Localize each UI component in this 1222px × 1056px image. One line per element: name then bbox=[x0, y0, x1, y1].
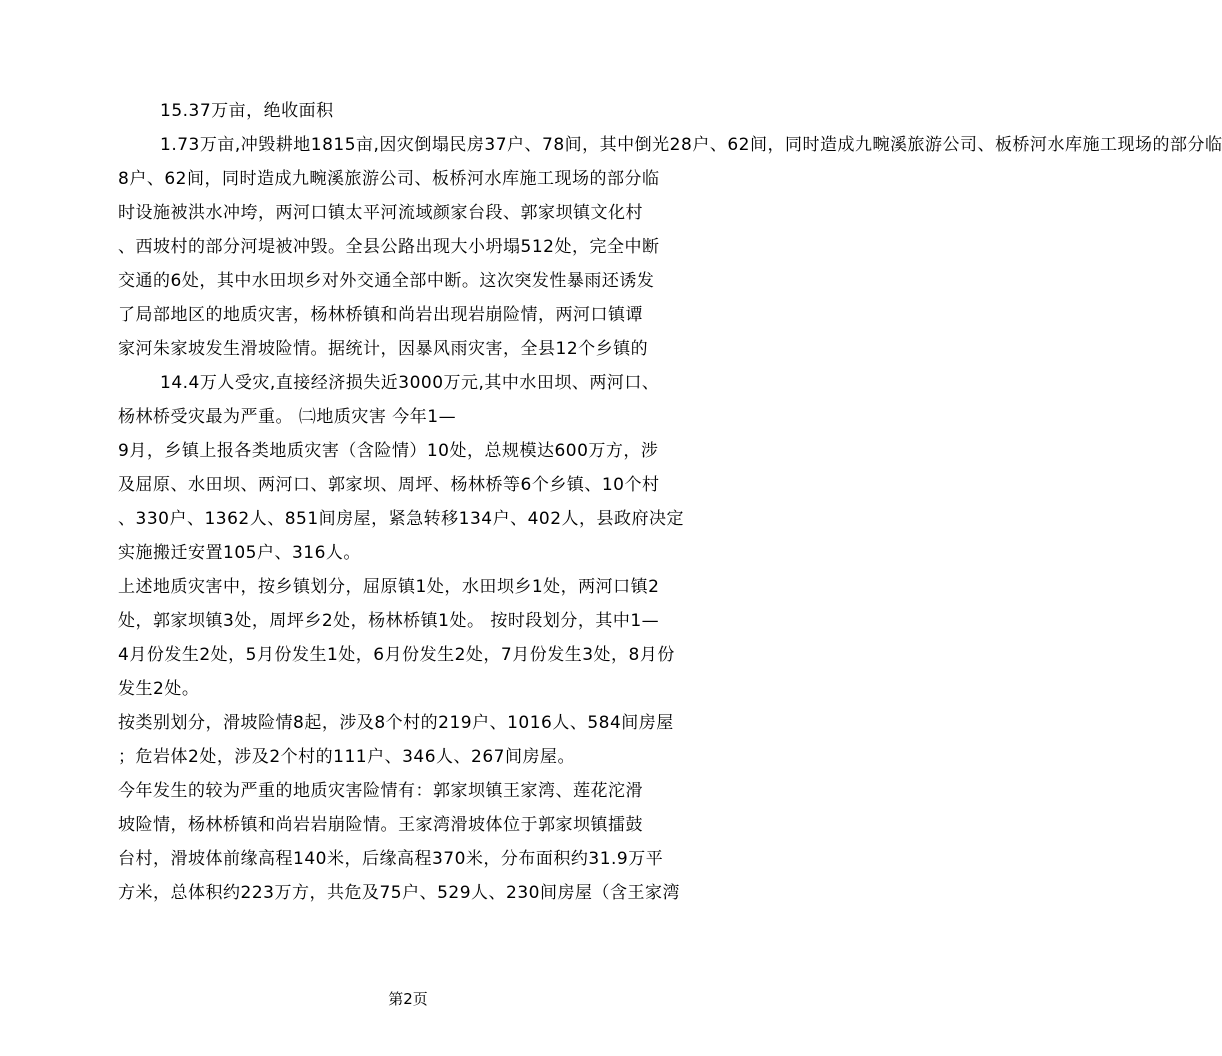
text-line-6: 交通的6处，其中水田坝乡对外交通全部中断。这次突发性暴雨还诱发 bbox=[118, 271, 655, 291]
text-line-4: 时设施被洪水冲垮，两河口镇太平河流域颜家台段、郭家坝镇文化村 bbox=[118, 203, 643, 223]
text-line-18: 发生2处。 bbox=[118, 679, 200, 699]
text-line-13: 、330户、1362人、851间房屋，紧急转移134户、402人，县政府决定 bbox=[118, 509, 685, 529]
page-number: 第2页 bbox=[388, 990, 428, 1008]
text-line-19: 按类别划分，滑坡险情8起，涉及8个村的219户、1016人、584间房屋 bbox=[118, 713, 674, 733]
text-line-22: 坡险情，杨林桥镇和尚岩岩崩险情。王家湾滑坡体位于郭家坝镇擂鼓 bbox=[118, 815, 643, 835]
text-line-15: 上述地质灾害中，按乡镇划分，屈原镇1处，水田坝乡1处，两河口镇2 bbox=[118, 577, 660, 597]
text-line-1: 15.37万亩，绝收面积 bbox=[160, 101, 334, 121]
text-line-7: 了局部地区的地质灾害，杨林桥镇和尚岩出现岩崩险情，两河口镇谭 bbox=[118, 305, 643, 325]
text-line-10: 杨林桥受灾最为严重。 ㈡地质灾害 今年1— bbox=[118, 407, 457, 427]
text-line-20: ；危岩体2处，涉及2个村的111户、346人、267间房屋。 bbox=[118, 747, 575, 767]
text-line-3: 8户、62间，同时造成九畹溪旅游公司、板桥河水库施工现场的部分临 bbox=[118, 169, 660, 189]
text-line-12: 及屈原、水田坝、两河口、郭家坝、周坪、杨林桥等6个乡镇、10个村 bbox=[118, 475, 660, 495]
text-line-24: 方米，总体积约223万方，共危及75户、529人、230间房屋（含王家湾 bbox=[118, 883, 680, 903]
text-line-5: 、西坡村的部分河堤被冲毁。全县公路出现大小坍塌512处，完全中断 bbox=[118, 237, 660, 257]
text-line-14: 实施搬迁安置105户、316人。 bbox=[118, 543, 361, 563]
text-line-8: 家河朱家坡发生滑坡险情。据统计，因暴风雨灾害，全县12个乡镇的 bbox=[118, 339, 649, 359]
text-line-16: 处，郭家坝镇3处，周坪乡2处，杨林桥镇1处。 按时段划分，其中1— bbox=[118, 611, 660, 631]
text-line-17: 4月份发生2处，5月份发生1处，6月份发生2处，7月份发生3处，8月份 bbox=[118, 645, 675, 665]
text-line-2: 1.73万亩,冲毁耕地1815亩,因灾倒塌民房37户、78间，其中倒光28户、62间，同时造成九畹溪旅游公司、板桥河水库施工现场的部分临 bbox=[160, 135, 1222, 155]
text-line-23: 台村，滑坡体前缘高程140米，后缘高程370米，分布面积约31.9万平 bbox=[118, 849, 664, 869]
text-line-11: 9月，乡镇上报各类地质灾害（含险情）10处，总规模达600万方，涉 bbox=[118, 441, 659, 461]
text-line-9: 14.4万人受灾,直接经济损失近3000万元,其中水田坝、两河口、 bbox=[160, 373, 660, 393]
text-line-21: 今年发生的较为严重的地质灾害险情有：郭家坝镇王家湾、莲花沱滑 bbox=[118, 781, 643, 801]
